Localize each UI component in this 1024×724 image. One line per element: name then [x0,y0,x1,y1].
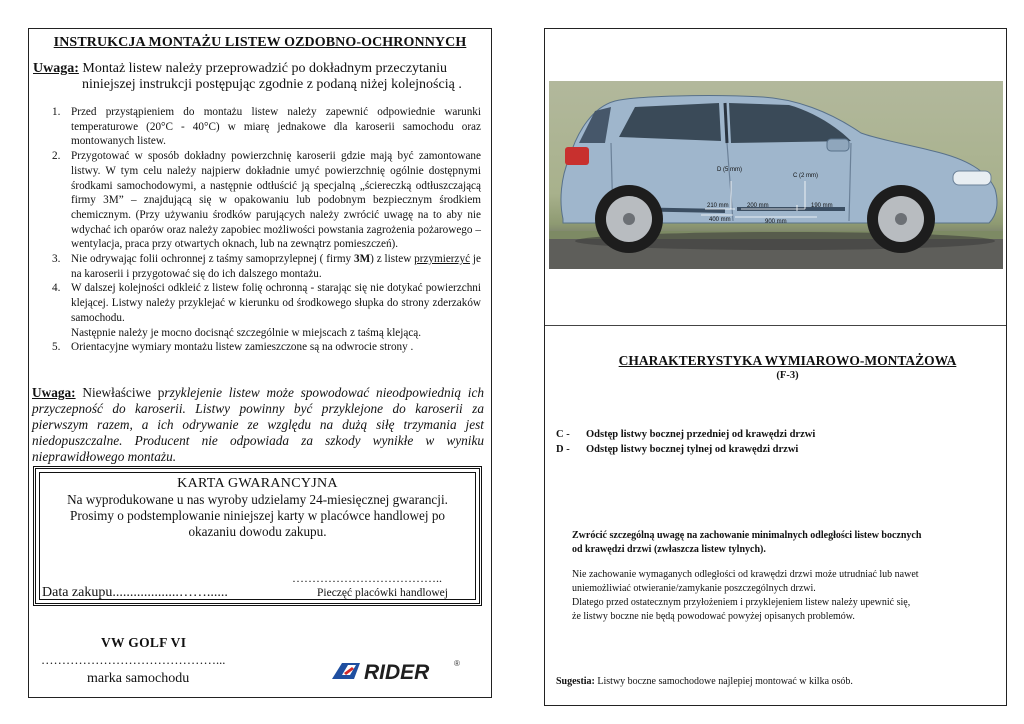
suggestion-text: Listwy boczne samochodowe najlepiej montować w kilka osób. [594,676,853,687]
list-item [52,252,481,281]
notice-line: Nie zachowanie wymaganych odległości od krawędzi drzwi może utrudniać lub nawet [572,568,919,580]
side-mirror [827,139,849,151]
warning-label: Uwaga: [32,385,76,400]
instruction-steps [33,105,481,355]
warning-line-1: Montaż listew należy przeprowadzić po dokładnym przeczytaniu [78,61,448,76]
definition-key: C - [556,429,570,440]
notice-bold-line: od krawędzi drzwi (zwłaszcza listew tylnych). [572,544,766,556]
rider-logo [330,657,466,685]
step-text: Nie odrywając folii ochronnej z taśmy samoprzylepnej ( firmy [71,253,354,266]
dimension-definitions [556,427,815,457]
front-wheel [867,185,935,253]
list-item [52,149,481,252]
warranty-title: KARTA GWARANCYJNA [177,476,338,491]
step-number: 5. [52,341,61,354]
shop-stamp-label: Pieczęć placówki handlowej [317,587,448,599]
dimension-190: 190 mm [811,203,833,209]
list-item [52,340,481,355]
warning-line-2: niniejszej instrukcji postępując zgodnie z podaną niżej kolejnością . [82,77,462,92]
specification-page [544,28,1007,706]
definition-key: D - [556,444,570,455]
step-text: je na karoserii i przygotować się do ich dalszego montażu. [71,253,481,280]
step-text: Przed przystąpieniem do montażu listew należy zapewnić odpowiednie warunki temperaturowe (20°C - 40°C) w miarę jednakowe dla karoserii samochodu oraz montowanych listew. [71,106,481,148]
step-number: 3. [52,253,61,266]
section-divider [545,325,1006,326]
dimension-c: C (2 mm) [793,173,818,179]
warranty-text: Na wyprodukowane u nas wyroby udzielamy 24-miesięcznej gwarancji. Prosimy o podstemplowanie niniejszej karty w placówce handlowej po okazaniu dowodu zakupu. [67,492,448,539]
logo-mark-icon [332,663,360,679]
dimension-400: 400 mm [709,217,731,223]
list-item [52,105,481,149]
warranty-card-inner [39,472,476,600]
brand-3m: 3M [353,253,371,266]
car-illustration [549,81,1003,269]
step-text: ) z listew [370,253,415,266]
notice-line: że listwy boczne nie będą powodować powyżej opisanych problemów. [572,611,855,623]
car-window-frame [725,103,727,143]
logo-text: RIDER [364,661,430,684]
list-item [52,281,481,340]
dimension-d: D (5 mm) [717,167,742,173]
stamp-dots: ……………………………….. [292,571,442,585]
instruction-page [28,28,492,698]
car-model: VW GOLF VI [101,635,187,650]
list-item [556,442,815,457]
car-model-dots: ……………………………………... [41,653,226,667]
mounting-warning [33,61,483,93]
dimension-200: 200 mm [747,203,769,209]
notice-line: uniemożliwiać otwieranie/zamykanie poszczególnych drzwi. [572,582,816,594]
spec-code: (F-3) [776,370,799,381]
definition-text: Odstęp listwy bocznej przedniej od krawędzi drzwi [586,429,816,440]
step-text: Orientacyjne wymiary montażu listew zamieszczone są na odwrocie strony . [71,341,414,354]
suggestion-label: Sugestia: [556,676,595,687]
adhesion-warning [32,385,484,465]
distance-notice [572,529,997,625]
notice-bold-line: Zwrócić szczególną uwagę na zachowanie minimalnych odległości listew bocznych [572,530,922,541]
page-title: INSTRUKCJA MONTAŻU LISTEW OZDOBNO-OCHRONNYCH [53,35,467,50]
warning-text: Niewłaściwe p [75,385,165,400]
step-number: 1. [52,106,61,118]
step-number: 4. [52,282,61,295]
car-photo [549,81,1003,269]
definition-text: Odstęp listwy bocznej tylnej od krawędzi drzwi [586,444,799,455]
registered-mark: ® [454,659,460,668]
warning-label: Uwaga: [33,61,79,76]
suggestion [556,676,853,687]
spec-title: CHARAKTERYSTYKA WYMIAROWO-MONTAŻOWA [618,353,957,368]
list-item [556,427,815,442]
step-text-underlined: przymierzyć [414,253,471,266]
dimension-210: 210 mm [707,203,729,209]
notice-line: Dlatego przed ostatecznym przyłożeniem i przyklejeniem listew należy upewnić się, [572,597,911,609]
front-light [953,171,991,185]
purchase-date-field: Data zakupu...................……...... [42,585,228,600]
car-model-label: marka samochodu [87,671,190,686]
step-number: 2. [52,150,61,163]
step-text: Przygotować w sposób dokładny powierzchnię karoserii gdzie mają być zamontowane listwy. W tym celu należy najpierw dokładnie umyć powierzchnię ogólnie dostępnymi środkami samochodowymi, a następnie odtłuścić ją specjalną „ściereczką odtłuszczającą firmy 3M” – znajdującą się w opakowaniu lub podobnym bezpiecznym środkiem chemicznym. (Przy używaniu środków parujących należy zwrócić uwagę na to aby nie wdychać ich oparów oraz należy zapobiec możliwości powstania zagrożenia pożarowego – wentylacja, praca przy otwartych oknach, lub na zewnątrz pomieszczeń). [71,150,481,251]
step-text: W dalszej kolejności odkleić z listew folię ochronną - starając się nie dotykać powierzchni klejącej. Listwy należy przyklejać w kierunku od środkowego słupka do strony zderzaków samochodu. [71,282,481,324]
rear-wheel [595,185,663,253]
warranty-card [33,466,482,606]
dimension-900: 900 mm [765,219,787,225]
rear-light [565,147,589,165]
step-text: Następnie należy je mocno docisnąć szczególnie w miejscach z taśmą klejącą. [71,326,422,339]
warning-text-italic: rzyklejenie listew może spowodować nieodpowiednią ich przyczepność do karoserii. Listwy powinny być przyklejone do karoserii za pierwszym razem, a ich odrywanie ze względu na dużą siłę trzymania jest niedopuszczalne. Producent nie odpowiada za szkody wynikłe w wyniku nieprawidłowego montażu. [32,385,484,464]
